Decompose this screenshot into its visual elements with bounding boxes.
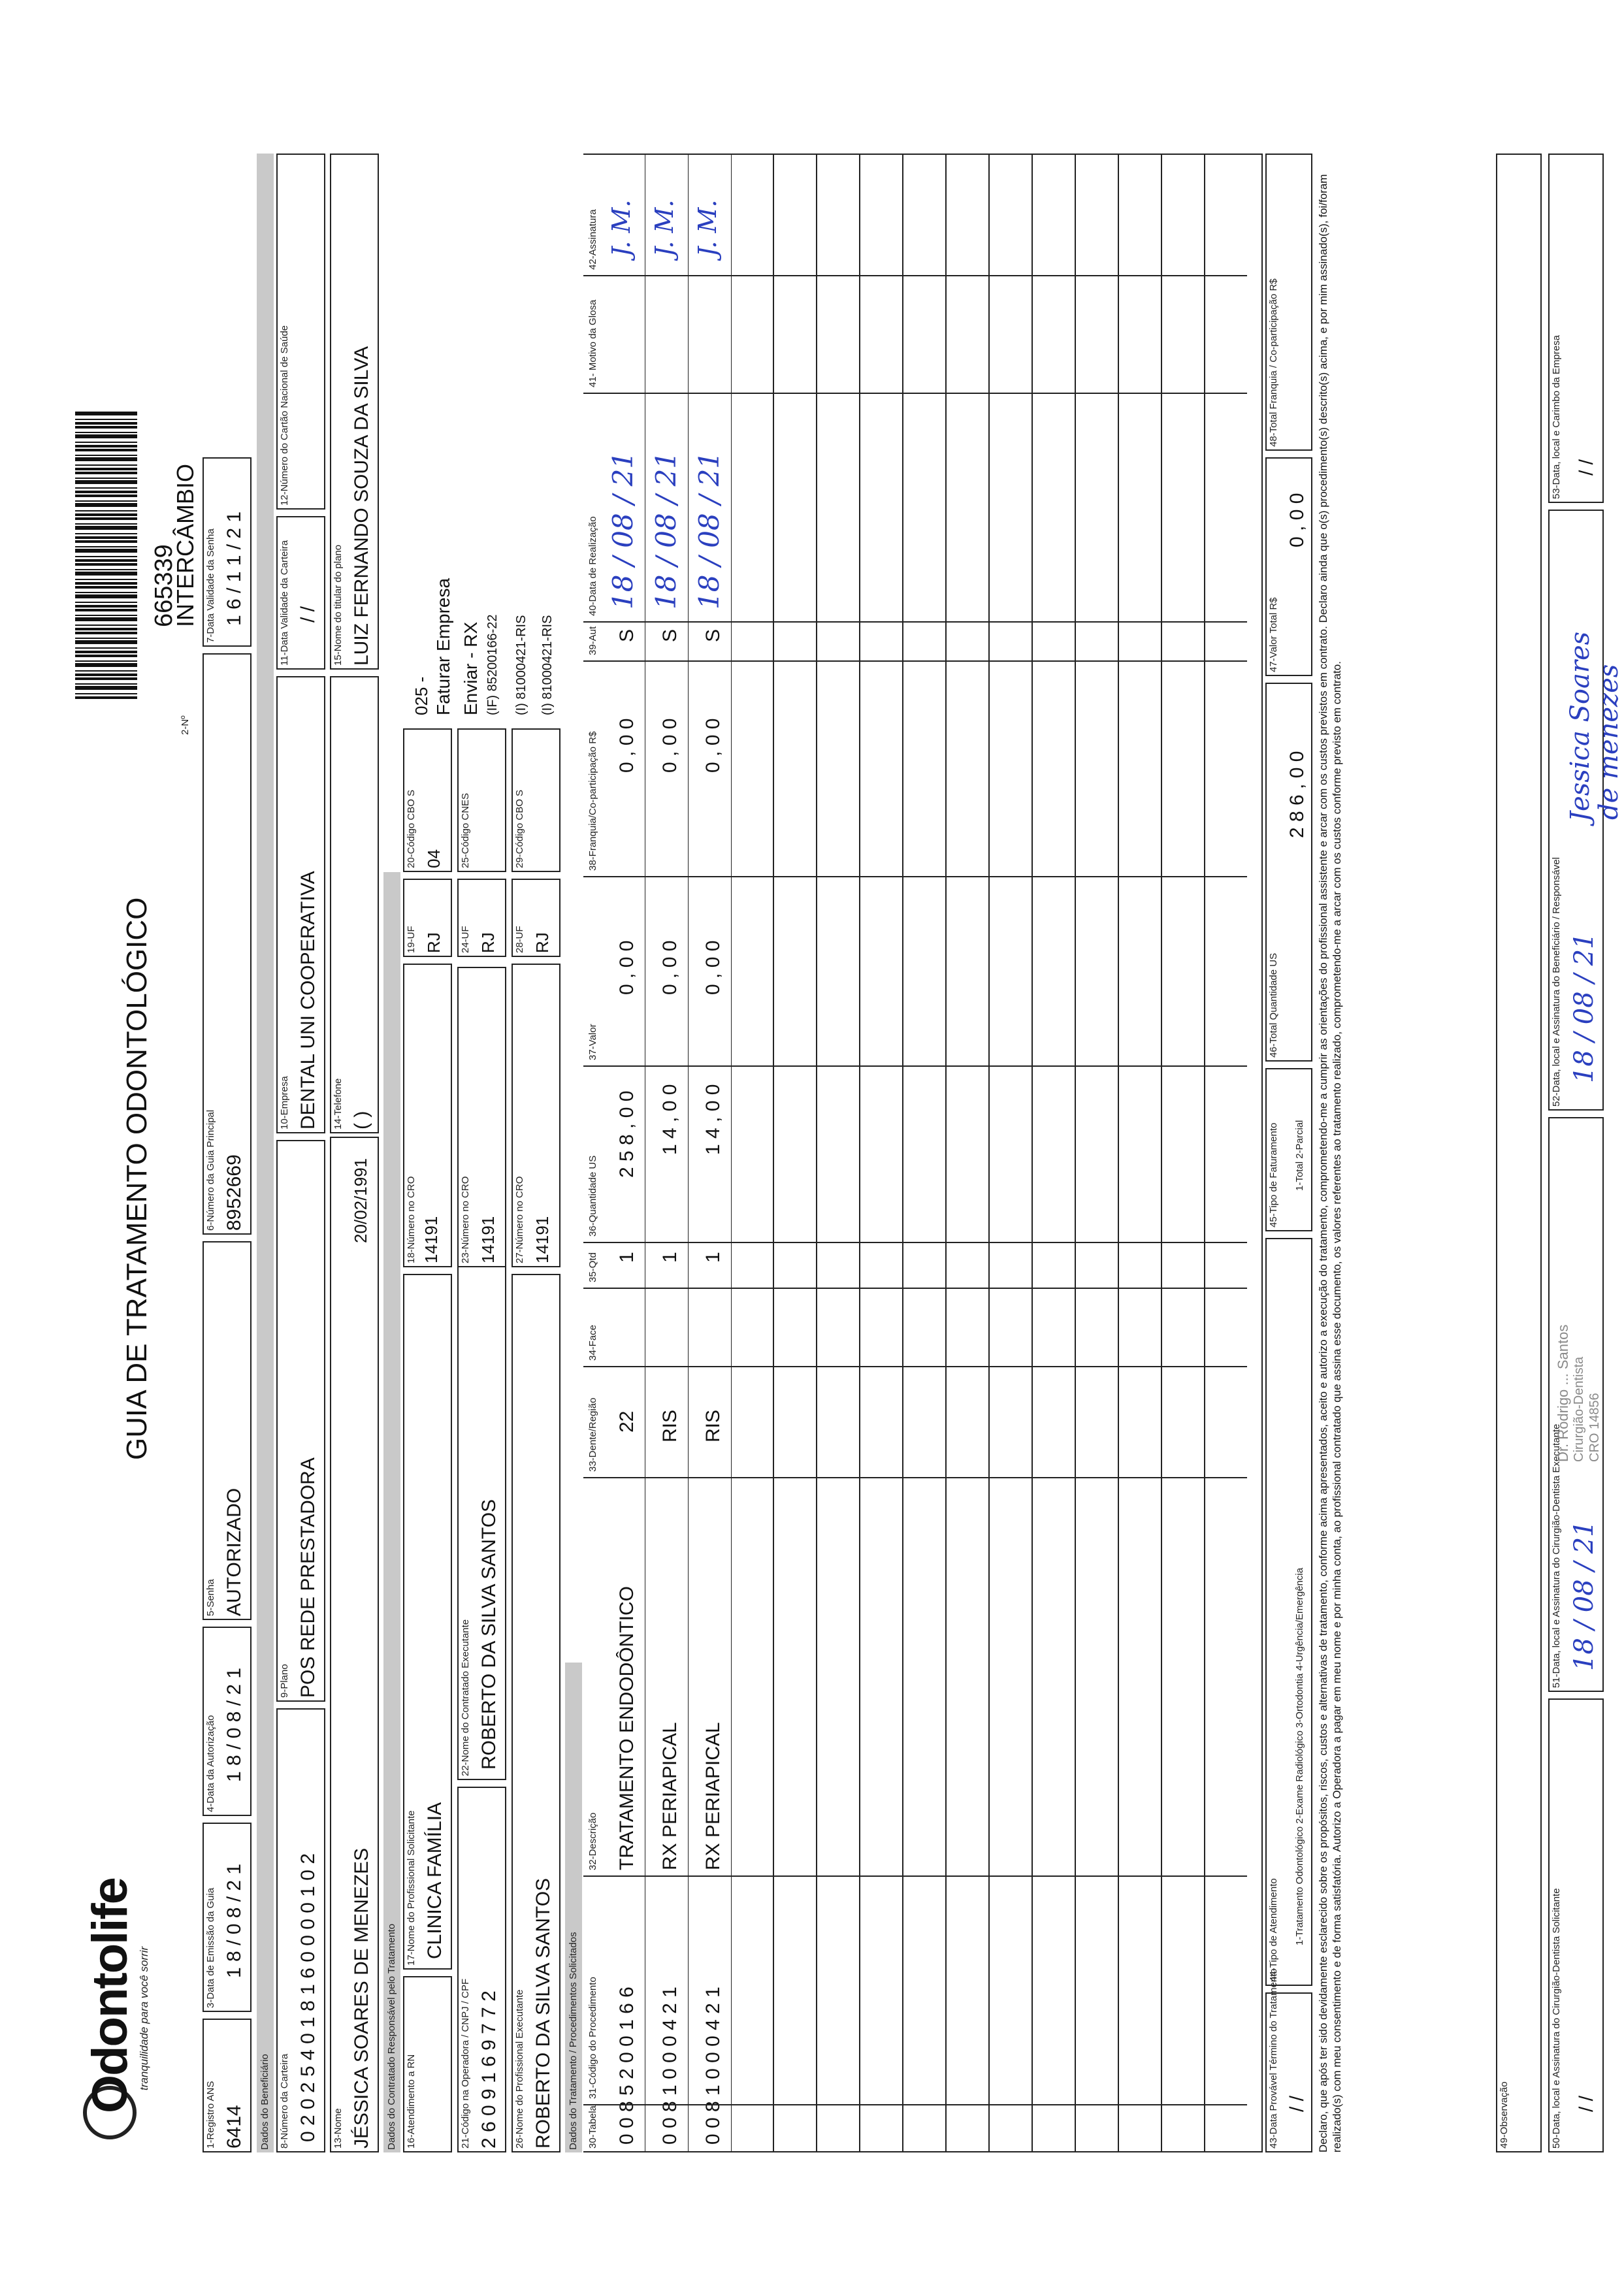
cbo-box: 20-Código CBO S 04: [403, 728, 452, 872]
cro-exec-box-2: 23-Número no CRO 14191: [457, 967, 506, 1267]
rn-box: 16-Atendimento a RN: [403, 1976, 452, 2152]
valor-total-box: 47-Valor Total R$ 0 , 0 0: [1265, 457, 1312, 676]
col-assinatura: 42-Assinatura: [587, 209, 598, 270]
row-data: 18 / 08 / 21: [607, 451, 639, 609]
cro[interactable]: 14191: [421, 1216, 441, 1263]
row-codigo: 0 0 8 5 2 0 0 1 6 6: [616, 1987, 638, 2145]
tipo-faturamento-box: 45-Tipo de Faturamento 1-Total 2-Parcial: [1265, 1068, 1312, 1231]
sig-beneficiario-box: 52-Data, local e Assinatura do Beneficiário / Responsável 18 / 08 / 21 Jessica Soares: [1548, 510, 1604, 1111]
validade-senha-box: 7-Data Validade da Senha 1 6 / 1 1 / 2 1: [203, 457, 252, 647]
data-emissao-box: 3-Data de Emissão da Guia 1 8 / 0 8 / 2 1: [203, 1823, 252, 2012]
row-assinatura: J. M.: [693, 199, 722, 257]
uf-exec-box: 24-UF RJ: [457, 879, 506, 957]
col-dente: 33-Dente/Região: [587, 1397, 598, 1472]
col-aut: 39-Aut: [587, 626, 598, 655]
contratado-executante[interactable]: ROBERTO DA SILVA SANTOS: [478, 1499, 500, 1770]
intercambio-label: INTERCÂMBIO: [172, 463, 199, 627]
row-assinatura: J. M.: [607, 199, 636, 257]
row-aut: S: [702, 628, 724, 642]
cbo[interactable]: 04: [424, 849, 444, 868]
data-nascimento: 20/02/1991: [351, 1158, 370, 1243]
contratado-exec-box: 22-Nome do Contratado Executante ROBERTO DA SILVA SANTOS: [457, 967, 506, 1780]
barcode: [75, 412, 137, 699]
sig-beneficiario-name-2: de menezes: [1594, 664, 1624, 820]
note-5: (I) 81000421-RIS: [514, 615, 528, 715]
col-qtd-us: 36-Quantidade US: [587, 1155, 598, 1237]
cro-box: 18-Número no CRO 14191: [403, 964, 452, 1267]
validade-senha[interactable]: 1 6 / 1 1 / 2 1: [223, 511, 245, 626]
row-data: 18 / 08 / 21: [693, 451, 725, 609]
note-2: Faturar Empresa: [433, 577, 453, 715]
guia-form: [75, 144, 1349, 2152]
table-row[interactable]: [645, 155, 689, 2151]
logo-text: Odontolife: [82, 1878, 138, 2113]
cbo-prof-box: 29-Código CBO S: [512, 728, 560, 872]
sig-solicitante[interactable]: / /: [1576, 2095, 1597, 2112]
nome-beneficiario[interactable]: JÉSSICA SOARES DE MENEZES: [351, 1847, 372, 2149]
col-valor: 37-Valor: [587, 1024, 598, 1060]
plano[interactable]: POS REDE PRESTADORA: [297, 1457, 319, 1698]
row-valor: 0 , 0 0: [616, 940, 638, 995]
plano-box: 9-Plano POS REDE PRESTADORA: [276, 1140, 325, 1702]
sig-beneficiario-name: Jessica Soares: [1565, 631, 1595, 822]
row-assinatura: J. M.: [650, 199, 679, 257]
row-dente: RIS: [659, 1409, 681, 1442]
sig-empresa-box: 53-Data, local e Carimbo da Empresa / /: [1548, 154, 1604, 503]
row-aut: S: [659, 628, 681, 642]
total-us-box: 46-Total Quantidade US 2 8 6 , 0 0: [1265, 683, 1312, 1062]
solicitante-box: 17-Nome do Profissional Solicitante CLINICA FAMÍLIA: [403, 1274, 452, 1970]
sig-executante-box: 51-Data, local e Assinatura do Cirurgião-Dentista Executante 18 / 08 / 21 Dr. Rodrigo ... Santos Cirurgião-Dentista CRO 14856: [1548, 1117, 1604, 1692]
row-valor: 0 , 0 0: [659, 940, 681, 995]
row-qtd: 1: [659, 1252, 681, 1263]
solicitante[interactable]: CLINICA FAMÍLIA: [424, 1802, 446, 1959]
codigo-operadora[interactable]: 2 6 0 9 1 6 9 7 7 2: [478, 1990, 500, 2149]
validade-carteira[interactable]: / /: [297, 606, 319, 623]
row-qtd: 1: [702, 1252, 724, 1263]
row-franquia: 0 , 0 0: [659, 718, 681, 773]
row-aut: S: [616, 628, 638, 642]
col-glosa: 41- Motivo da Glosa: [587, 299, 598, 387]
note-4: (IF) 85200166-22: [485, 614, 500, 715]
footer-area: [1496, 144, 1624, 2152]
col-qtd: 35-Qtd: [587, 1252, 598, 1282]
telefone[interactable]: ( ): [351, 1111, 372, 1129]
registro-ans: 6414: [223, 2105, 245, 2149]
col-descricao: 32-Descrição: [587, 1812, 598, 1870]
sig-beneficiario-date[interactable]: 18 / 08 / 21: [1569, 932, 1599, 1083]
row-qtd-us: 1 4 , 0 0: [659, 1084, 681, 1155]
titular-box: 15-Nome do titular do plano LUIZ FERNANDO SOUZA DA SILVA: [330, 154, 379, 670]
prof-exec-box: 26-Nome do Profissional Executante ROBERTO DA SILVA SANTOS: [512, 1274, 560, 2152]
senha-box: 5-Senha AUTORIZADO: [203, 1241, 252, 1620]
empresa[interactable]: DENTAL UNI COOPERATIVA: [297, 871, 319, 1129]
row-descricao: RX PERIAPICAL: [702, 1722, 724, 1870]
stamp-cro: CRO 14856: [1587, 1393, 1602, 1462]
franquia-total[interactable]: 0 , 0 0: [1286, 493, 1308, 547]
tipo-faturamento-options[interactable]: 1-Total 2-Parcial: [1294, 1120, 1305, 1191]
guia-number: 665339: [150, 544, 178, 627]
contratado-header: Dados do Contratado Responsável pelo Tratamento: [383, 872, 400, 2152]
cro-executante[interactable]: 14191: [478, 1216, 498, 1263]
note-3: Enviar - RX: [461, 621, 481, 715]
uf-box: 19-UF RJ: [403, 879, 452, 957]
data-autorizacao-box: 4-Data da Autorização 1 8 / 0 8 / 2 1: [203, 1627, 252, 1816]
guia-principal[interactable]: 8952669: [223, 1154, 245, 1231]
empty-rows: [731, 155, 1247, 2151]
codigo-operadora-box: 21-Código na Operadora / CNPJ / CPF 2 6 0 9 1 6 9 7 7 2: [457, 1787, 506, 2152]
row-descricao: TRATAMENTO ENDODÔNTICO: [616, 1586, 638, 1870]
tipo-atendimento-box: 44-Tipo de Atendimento 1-Tratamento Odontológico 2-Exame Radiológico 3-Ortodontia 4-Urgência/Emergência: [1265, 1238, 1312, 1986]
form-title: GUIA DE TRATAMENTO ODONTOLÓGICO: [121, 897, 153, 1460]
note-6: (I) 81000421-RIS: [540, 615, 555, 715]
nome-box: 13-Nome JÉSSICA SOARES DE MENEZES 20/02/1991: [330, 1137, 379, 2152]
telefone-box: 14-Telefone ( ): [330, 676, 379, 1133]
row-dente: RIS: [702, 1409, 724, 1442]
row-codigo: 0 0 8 1 0 0 0 4 2 1: [659, 1987, 681, 2145]
row-qtd-us: 2 5 8 , 0 0: [616, 1090, 638, 1178]
cnes-box: 25-Código CNES: [457, 728, 506, 872]
col-data: 40-Data de Realização: [587, 516, 598, 616]
uf-prof-box: 28-UF RJ: [512, 879, 560, 957]
validade-carteira-box: 11-Data Validade da Carteira / /: [276, 516, 325, 670]
col-codigo: 31-Código do Procedimento: [587, 1977, 598, 2099]
numero-label: 2-Nº: [180, 715, 191, 735]
observacao-box: 49-Observação: [1496, 154, 1542, 2152]
guia-principal-box: 6-Número da Guia Principal 8952669: [203, 653, 252, 1235]
col-franquia: 38-Franquia/Co-participação R$: [587, 731, 598, 871]
sig-executante-date[interactable]: 18 / 08 / 21: [1569, 1520, 1599, 1671]
uf-profissional[interactable]: RJ: [532, 932, 552, 953]
uf[interactable]: RJ: [424, 932, 444, 953]
termino[interactable]: / /: [1286, 2095, 1308, 2112]
note-1: 025 -: [412, 676, 431, 715]
registro-ans-box: 1-Registro ANS 6414: [203, 2019, 252, 2152]
col-face: 34-Face: [587, 1324, 598, 1361]
table-row[interactable]: [602, 155, 645, 2151]
stamp-name: Dr. Rodrigo ... Santos: [1555, 1324, 1571, 1462]
carteira[interactable]: 0 2 0 2 5 4 0 1 8 1 6 0 0 0 0 1 0 2: [297, 1853, 319, 2142]
logo-tagline: tranquilidade para você sorrir: [138, 1946, 150, 2090]
cro-prof-box: 27-Número no CRO 14191: [512, 964, 560, 1267]
carteira-box: 8-Número da Carteira 0 2 0 2 5 4 0 1 8 1 6 0 0 0 0 1 0 2: [276, 1708, 325, 2152]
data-autorizacao[interactable]: 1 8 / 0 8 / 2 1: [223, 1667, 245, 1782]
row-dente: 22: [616, 1410, 638, 1433]
total-us[interactable]: 2 8 6 , 0 0: [1286, 751, 1308, 838]
row-franquia: 0 , 0 0: [702, 718, 724, 773]
col-tabela: 30-Tabela: [587, 2105, 598, 2149]
profissional-executante[interactable]: ROBERTO DA SILVA SANTOS: [532, 1877, 554, 2149]
row-codigo: 0 0 8 1 0 0 0 4 2 1: [702, 1987, 724, 2145]
termino-box: 43-Data Provável Término do Tratamento / /: [1265, 1992, 1312, 2152]
row-franquia: 0 , 0 0: [616, 718, 638, 773]
cns-box: 12-Número do Cartão Nacional de Saúde: [276, 154, 325, 510]
senha[interactable]: AUTORIZADO: [223, 1487, 245, 1616]
row-data: 18 / 08 / 21: [650, 451, 682, 609]
empresa-box: 10-Empresa DENTAL UNI COOPERATIVA: [276, 676, 325, 1133]
procedures-table: [583, 154, 1263, 2152]
beneficiario-header: Dados do Beneficiário: [257, 154, 274, 2152]
tipo-atendimento-options[interactable]: 1-Tratamento Odontológico 2-Exame Radiológico 3-Ortodontia 4-Urgência/Emergência: [1294, 1567, 1305, 1945]
declaracao-text: Declaro, que após ter sido devidamente esclarecido sobre os propósitos, riscos, custos e alternativas de tratamento, conforme acima apresentados, aceito e autorizo a execução do tratamento, comprometendo-me a cumprir as orientações do profissional assistente e arcar com os custos previstos em contrato. Declaro ainda que o(s) procedimento(s) descrito(s) acima, e por mim assinado(s), foi/foram realizado(s) com meu consentimento e de forma satisfatória. Autorizo a Operadora a pagar em meu nome e por minha conta, ao profissional contratado que assina esse documento, os valores referentes ao tratamento realizado, comprometendo-me a arcar com os custos conforme previsto em contrato.: [1317, 174, 1343, 2152]
table-row[interactable]: [688, 155, 732, 2151]
stamp-title: Cirurgião-Dentista: [1572, 1356, 1586, 1462]
row-qtd: 1: [616, 1252, 638, 1263]
procedimentos-header: Dados do Tratamento / Procedimentos Solicitados: [565, 1663, 582, 2152]
data-emissao[interactable]: 1 8 / 0 8 / 2 1: [223, 1863, 245, 1978]
row-qtd-us: 1 4 , 0 0: [702, 1084, 724, 1155]
row-descricao: RX PERIAPICAL: [659, 1722, 681, 1870]
uf-executante[interactable]: RJ: [478, 932, 498, 953]
franquia-total-box: 48-Total Franquia / Co-participação R$: [1265, 154, 1312, 451]
sig-solicitante-box: 50-Data, local e Assinatura do Cirurgião-Dentista Solicitante / /: [1548, 1698, 1604, 2152]
titular[interactable]: LUIZ FERNANDO SOUZA DA SILVA: [351, 346, 372, 666]
row-valor: 0 , 0 0: [702, 940, 724, 995]
cro-profissional[interactable]: 14191: [532, 1216, 552, 1263]
sig-empresa[interactable]: / /: [1576, 459, 1597, 476]
